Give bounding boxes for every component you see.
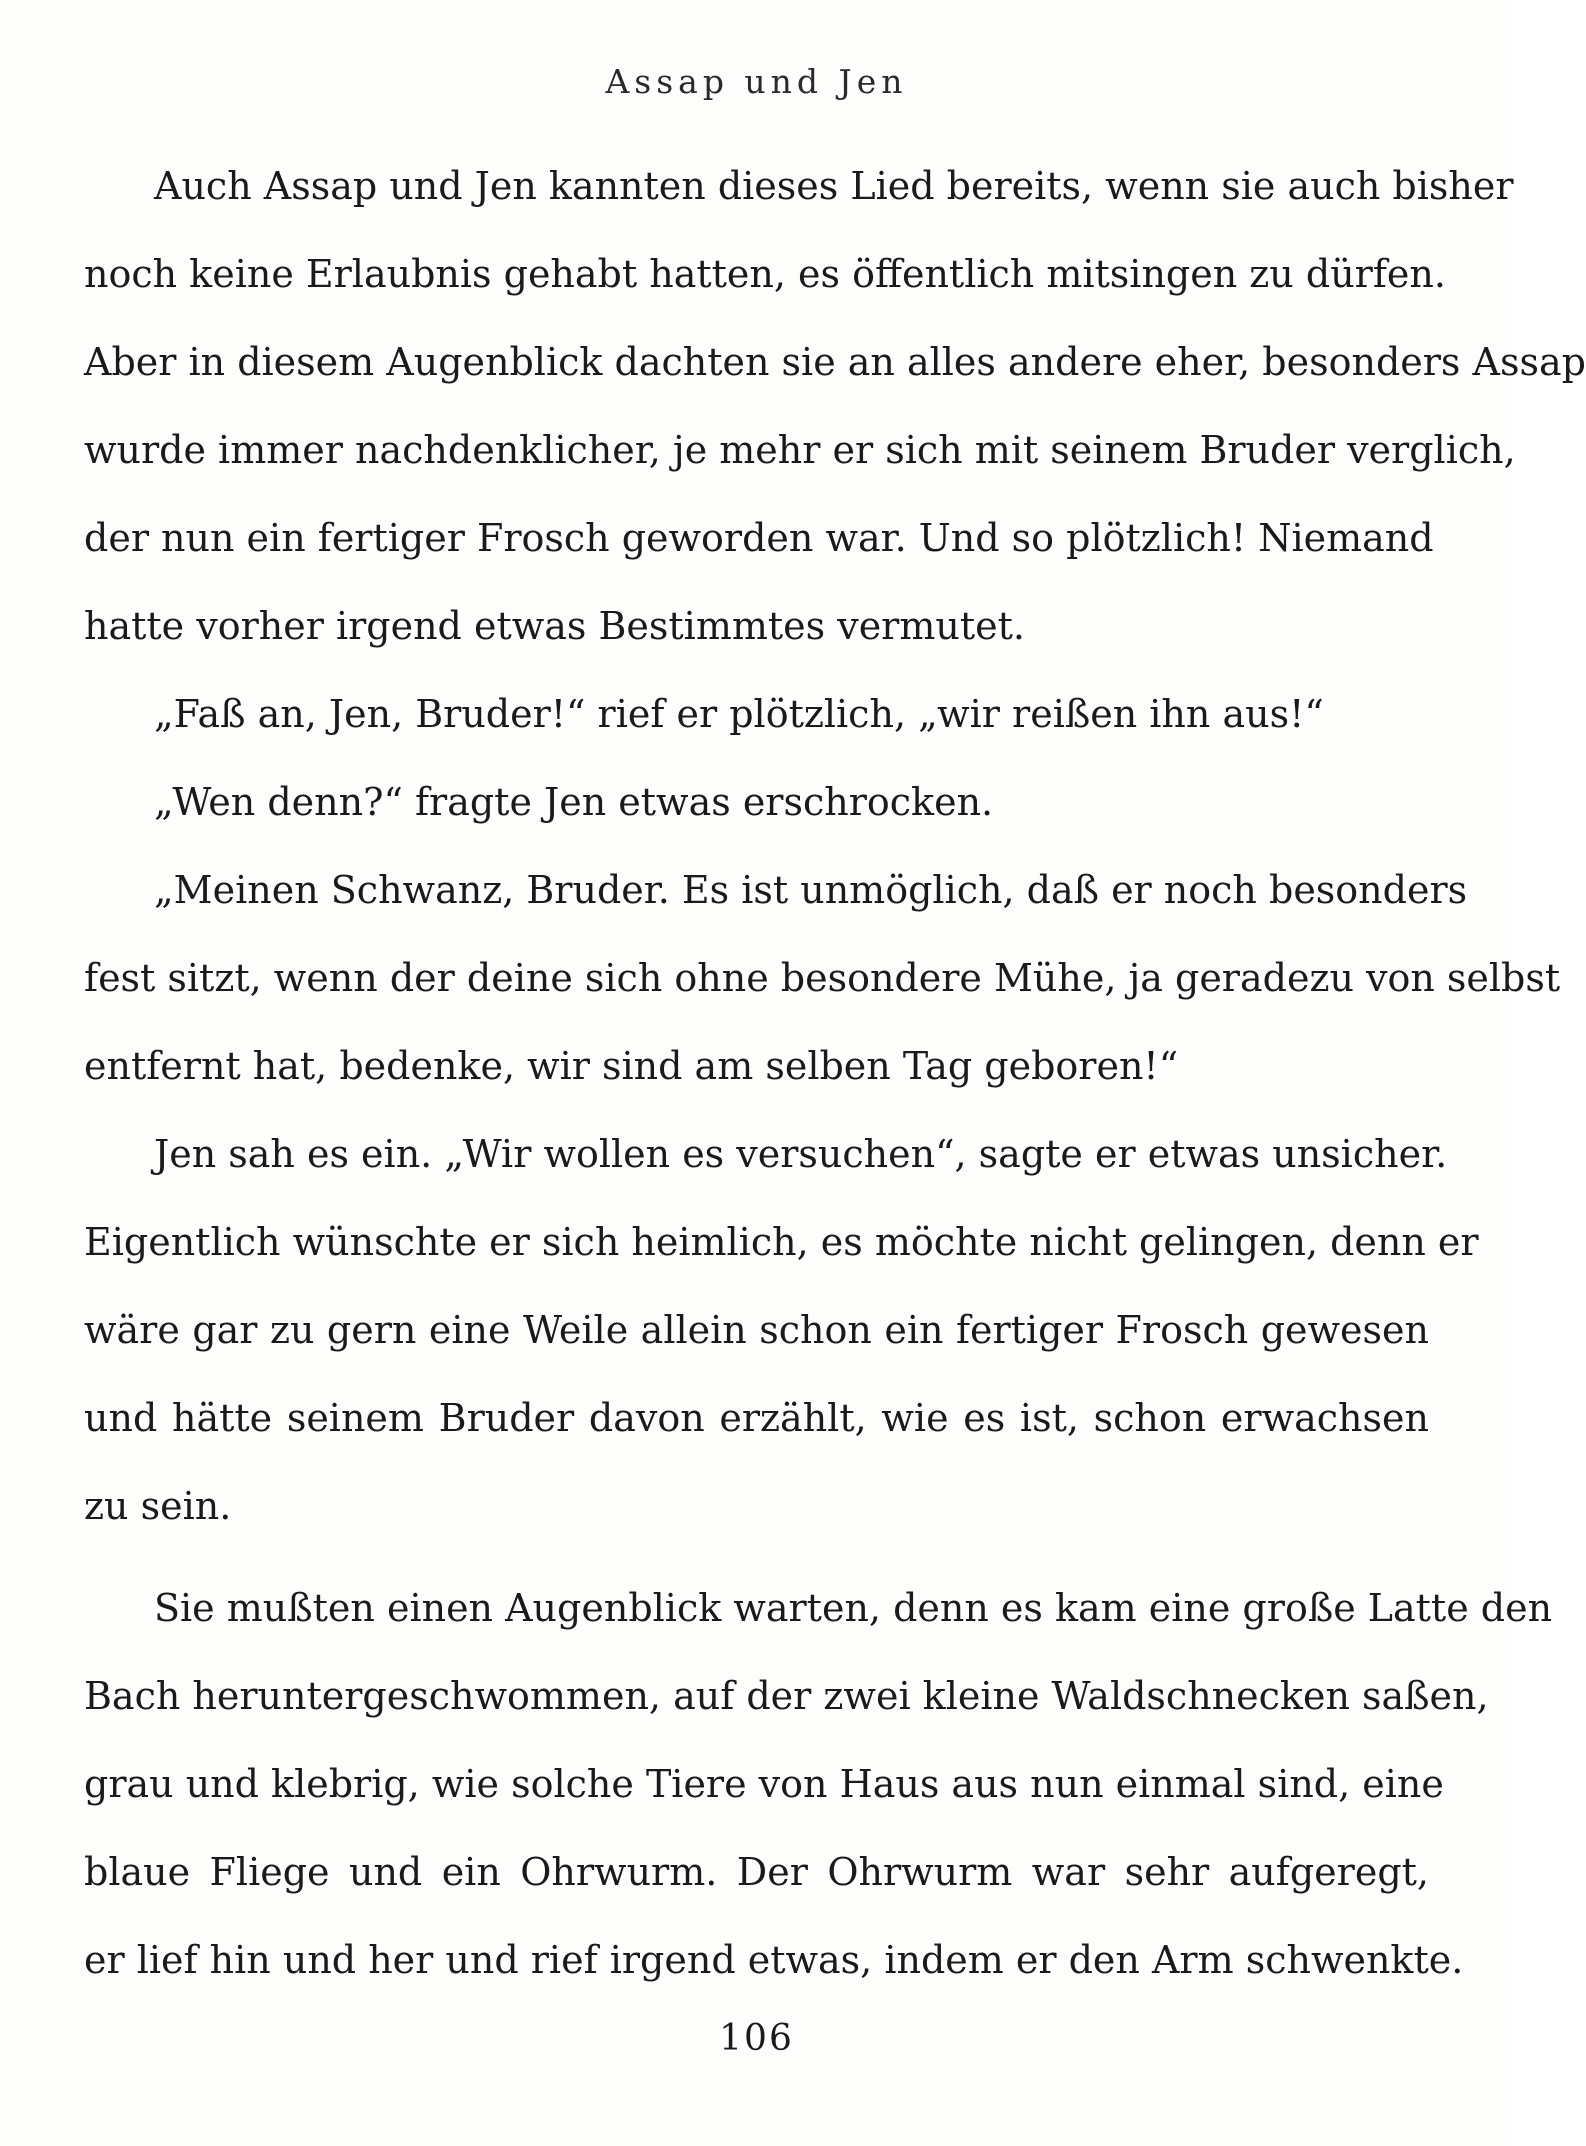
text-line: Jen sah es ein. „Wir wollen es versuchen“, sagte er etwas unsicher. xyxy=(154,1132,1448,1176)
page-number: 106 xyxy=(719,2018,794,2059)
running-head: Assap und Jen xyxy=(605,62,908,101)
paragraph xyxy=(84,670,1429,758)
paragraph xyxy=(84,846,1561,1110)
text-line: und hätte seinem Bruder davon erzählt, wie es ist, schon erwachsen xyxy=(84,1396,1429,1440)
text-line: „Meinen Schwanz, Bruder. Es ist unmöglich, daß er noch besonders xyxy=(154,868,1468,912)
paragraph xyxy=(84,1110,1479,1550)
text-line: fest sitzt, wenn der deine sich ohne besondere Mühe, ja geradezu von selbst xyxy=(84,956,1561,1000)
text-line: wurde immer nachdenklicher, je mehr er sich mit seinem Bruder verglich, xyxy=(84,428,1516,472)
text-line: der nun ein fertiger Frosch geworden war. Und so plötzlich! Niemand xyxy=(84,516,1434,560)
text-line: Bach heruntergeschwommen, auf der zwei kleine Waldschnecken saßen, xyxy=(84,1674,1489,1718)
text-line: blaue Fliege und ein Ohrwurm. Der Ohrwurm war sehr aufgeregt, xyxy=(84,1850,1429,1894)
text-line: hatte vorher irgend etwas Bestimmtes vermutet. xyxy=(84,604,1025,648)
text-line: grau und klebrig, wie solche Tiere von Haus aus nun einmal sind, eine xyxy=(84,1762,1444,1806)
text-line: „Wen denn?“ fragte Jen etwas erschrocken. xyxy=(154,780,994,824)
paragraph-gap xyxy=(84,1550,1429,1564)
text-line: Auch Assap und Jen kannten dieses Lied bereits, wenn sie auch bisher xyxy=(154,164,1514,208)
paragraph xyxy=(84,758,1429,846)
body-text xyxy=(84,142,1586,2004)
text-line: entfernt hat, bedenke, wir sind am selben Tag geboren!“ xyxy=(84,1044,1179,1088)
text-line: Sie mußten einen Augenblick warten, denn es kam eine große Latte den xyxy=(154,1586,1553,1630)
text-line: wäre gar zu gern eine Weile allein schon ein fertiger Frosch gewesen xyxy=(84,1308,1429,1352)
text-line: „Faß an, Jen, Bruder!“ rief er plötzlich, „wir reißen ihn aus!“ xyxy=(154,692,1324,736)
paragraph xyxy=(84,1564,1553,2004)
text-line: zu sein. xyxy=(84,1484,232,1528)
paragraph xyxy=(84,142,1586,670)
text-line: noch keine Erlaubnis gehabt hatten, es öffentlich mitsingen zu dürfen. xyxy=(84,252,1446,296)
text-line: Eigentlich wünschte er sich heimlich, es möchte nicht gelingen, denn er xyxy=(84,1220,1479,1264)
text-line: Aber in diesem Augenblick dachten sie an alles andere eher, besonders Assap xyxy=(84,340,1586,384)
text-line: er lief hin und her und rief irgend etwas, indem er den Arm schwenkte. xyxy=(84,1938,1464,1982)
